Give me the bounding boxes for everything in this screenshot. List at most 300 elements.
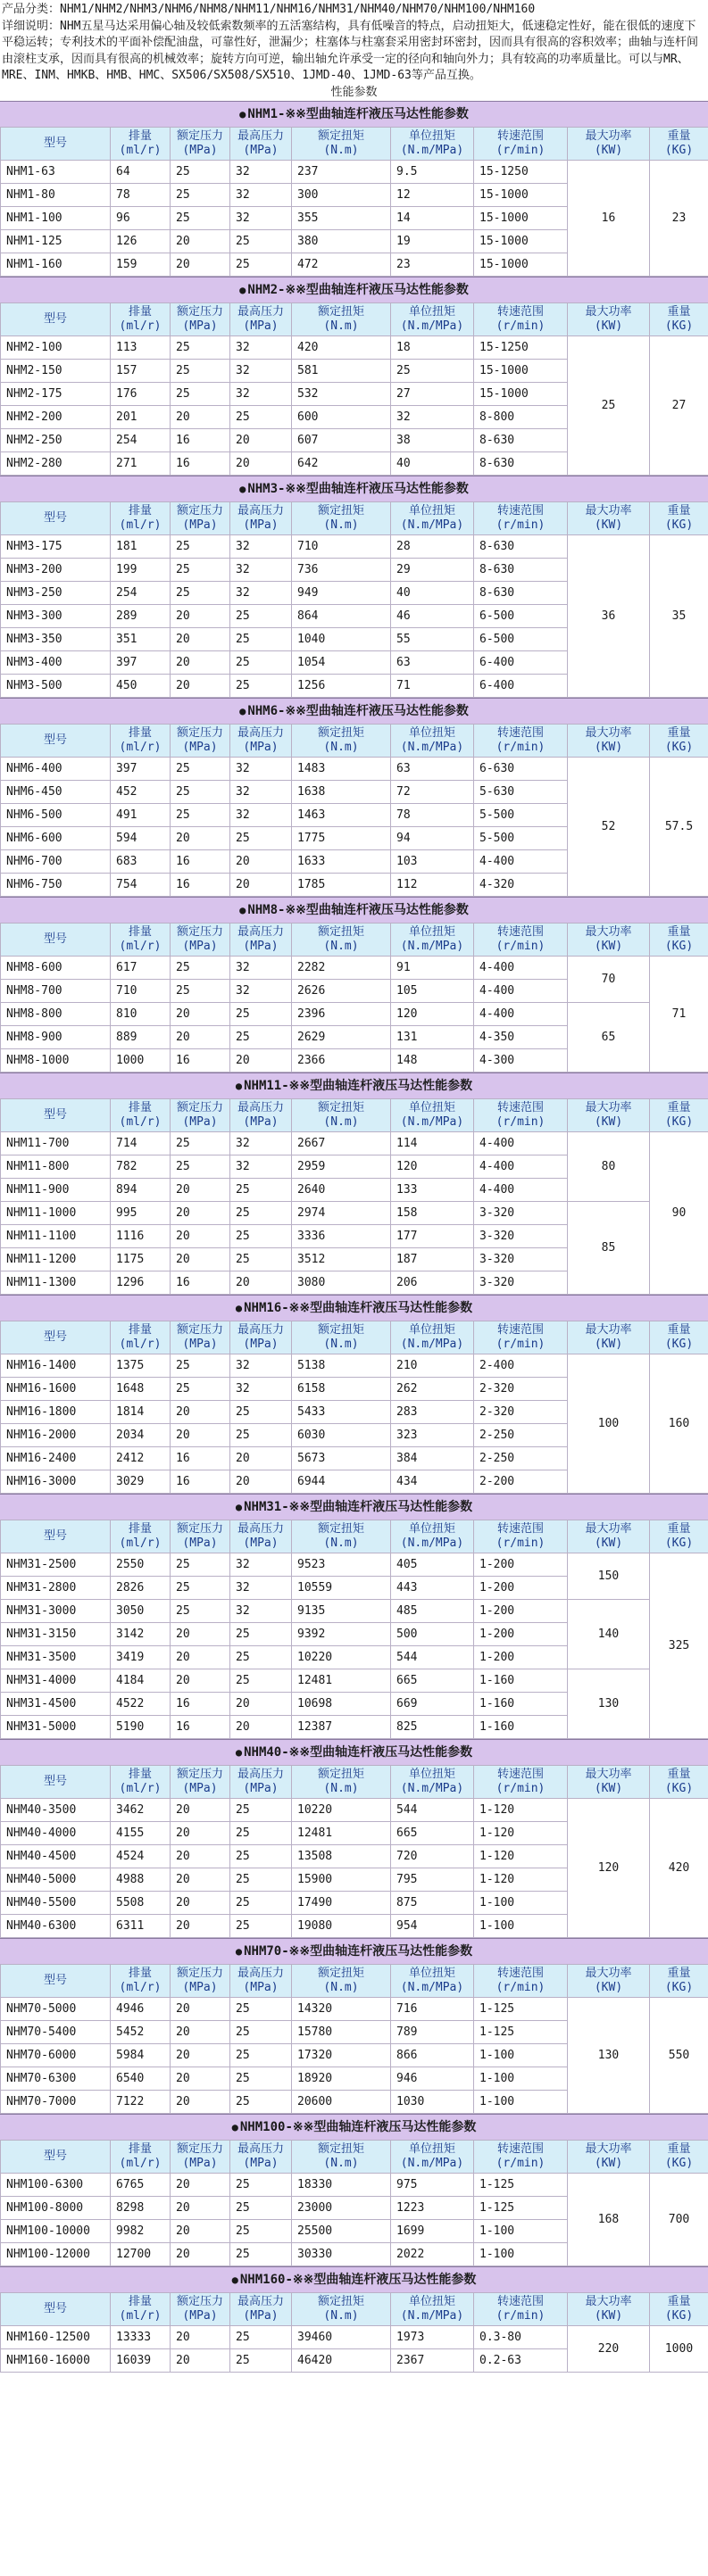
header-label: 排量 (128, 128, 152, 143)
unit-torque-cell: 2022 (391, 2242, 474, 2265)
header-row (1, 1098, 708, 1131)
header-unit: (r/min) (496, 319, 546, 333)
speed-range-cell: 8-630 (474, 534, 568, 558)
max-pressure-cell: 25 (230, 2043, 292, 2067)
max-power-header (568, 1321, 650, 1354)
rated-torque-cell: 14320 (292, 1997, 391, 2020)
max-power-header (568, 1520, 650, 1553)
section-title-text: NHM70-※※型曲轴连杆液压马达性能参数 (244, 1943, 473, 1959)
header-label: 额定压力 (176, 2141, 223, 2156)
max-pressure-header (230, 127, 292, 160)
unit-torque-cell: 112 (391, 873, 474, 896)
bullet-icon: ● (235, 1944, 243, 1958)
rated-torque-cell: 6158 (292, 1377, 391, 1400)
displacement-cell: 491 (111, 803, 171, 826)
displacement-cell: 126 (111, 229, 171, 253)
max-power-header (568, 127, 650, 160)
unit-torque-header (391, 1321, 474, 1354)
model-cell: NHM11-1100 (1, 1224, 111, 1247)
model-cell: NHM70-5000 (1, 1997, 111, 2020)
header-label: 排量 (128, 1767, 152, 1781)
speed-range-cell: 15-1000 (474, 206, 568, 229)
rated-torque-cell: 600 (292, 405, 391, 428)
displacement-cell: 6311 (111, 1914, 171, 1937)
unit-torque-cell: 12 (391, 183, 474, 206)
header-label: 最高压力 (237, 2141, 284, 2156)
speed-range-cell: 6-630 (474, 757, 568, 780)
model-cell: NHM11-1000 (1, 1201, 111, 1224)
speed-range-cell: 1-120 (474, 1844, 568, 1868)
model-cell: NHM1-63 (1, 160, 111, 183)
unit-torque-cell: 177 (391, 1224, 474, 1247)
model-cell: NHM6-400 (1, 757, 111, 780)
header-unit: (MPa) (182, 319, 218, 333)
speed-range-cell: 1-100 (474, 1891, 568, 1914)
max-pressure-cell: 25 (230, 2325, 292, 2348)
unit-torque-cell: 72 (391, 780, 474, 803)
max-pressure-cell: 25 (230, 674, 292, 697)
unit-torque-header (391, 1964, 474, 1997)
speed-range-cell: 1-160 (474, 1669, 568, 1692)
header-label: 额定压力 (176, 1100, 223, 1114)
model-header (1, 1098, 111, 1131)
header-unit: (N.m/MPa) (400, 319, 464, 333)
displacement-cell: 199 (111, 558, 171, 581)
speed-range-cell: 8-630 (474, 558, 568, 581)
model-cell: NHM2-280 (1, 451, 111, 475)
model-cell: NHM3-250 (1, 581, 111, 604)
speed-range-cell: 6-500 (474, 604, 568, 627)
unit-torque-cell: 105 (391, 979, 474, 1002)
spec-sections (0, 101, 708, 2373)
header-unit: (KG) (664, 740, 694, 754)
max-pressure-cell: 32 (230, 335, 292, 359)
header-label: 单位扭矩 (408, 304, 455, 319)
header-unit: (ml/r) (119, 518, 162, 532)
unit-torque-cell: 1699 (391, 2219, 474, 2242)
speed-range-cell: 4-400 (474, 956, 568, 979)
model-cell: NHM11-900 (1, 1178, 111, 1201)
rated-torque-cell: 1256 (292, 674, 391, 697)
max-power-cell: 100 (568, 1354, 650, 1493)
rated-pressure-header (171, 2140, 230, 2173)
header-label: 最高压力 (237, 1100, 284, 1114)
header-label: 最高压力 (237, 503, 284, 518)
displacement-cell: 289 (111, 604, 171, 627)
header-label: 额定压力 (176, 1966, 223, 1980)
rated-torque-cell: 20600 (292, 2090, 391, 2113)
model-cell: NHM70-5400 (1, 2020, 111, 2043)
model-cell: NHM2-200 (1, 405, 111, 428)
spec-table (0, 724, 708, 897)
speed-range-cell: 6-400 (474, 674, 568, 697)
model-header (1, 2140, 111, 2173)
rated-pressure-cell: 20 (171, 2173, 230, 2196)
unit-torque-cell: 323 (391, 1423, 474, 1446)
max-pressure-cell: 20 (230, 1715, 292, 1738)
weight-cell: 57.5 (650, 757, 708, 896)
model-cell: NHM8-600 (1, 956, 111, 979)
unit-torque-cell: 405 (391, 1553, 474, 1576)
max-pressure-cell: 25 (230, 1914, 292, 1937)
header-row (1, 127, 708, 160)
displacement-cell: 157 (111, 359, 171, 382)
model-cell: NHM16-1800 (1, 1400, 111, 1423)
speed-range-cell: 2-200 (474, 1470, 568, 1493)
displacement-cell: 159 (111, 253, 171, 276)
max-pressure-cell: 25 (230, 2067, 292, 2090)
header-unit: (N.m) (323, 1536, 359, 1550)
rated-pressure-cell: 20 (171, 1798, 230, 1821)
product-category: 产品分类：NHM1/NHM2/NHM3/NHM6/NHM8/NHM11/NHM16/NHM31/NHM40/NHM70/NHM100/NHM160 (2, 3, 536, 16)
unit-torque-cell: 78 (391, 803, 474, 826)
max-power-cell: 150 (568, 1553, 650, 1599)
header-unit: (N.m/MPa) (400, 1781, 464, 1795)
header-unit: (ml/r) (119, 1536, 162, 1550)
displacement-cell: 995 (111, 1201, 171, 1224)
displacement-cell: 710 (111, 979, 171, 1002)
max-pressure-cell: 32 (230, 1377, 292, 1400)
speed-range-cell: 6-400 (474, 650, 568, 674)
max-power-header (568, 1098, 650, 1131)
header-unit: (KW) (594, 1337, 623, 1351)
unit-torque-cell: 18 (391, 335, 474, 359)
model-cell: NHM70-6000 (1, 2043, 111, 2067)
max-power-cell: 65 (568, 1002, 650, 1072)
table-row (1, 335, 708, 359)
header-label: 额定扭矩 (317, 1966, 364, 1980)
rated-pressure-cell: 20 (171, 1868, 230, 1891)
displacement-cell: 181 (111, 534, 171, 558)
max-pressure-cell: 25 (230, 1622, 292, 1645)
rated-torque-cell: 1040 (292, 627, 391, 650)
header-unit: (KG) (664, 1536, 694, 1550)
header-label: 额定扭矩 (317, 1521, 364, 1536)
header-label: 最高压力 (237, 1521, 284, 1536)
speed-range-header (474, 1098, 568, 1131)
weight-cell: 700 (650, 2173, 708, 2265)
unit-torque-cell: 954 (391, 1914, 474, 1937)
header-label: 转速范围 (496, 503, 544, 518)
displacement-cell: 4522 (111, 1692, 171, 1715)
rated-pressure-cell: 25 (171, 956, 230, 979)
speed-range-cell: 15-1000 (474, 359, 568, 382)
spec-table (0, 1098, 708, 1295)
section-title-text: NHM40-※※型曲轴连杆液压马达性能参数 (244, 1744, 473, 1760)
displacement-cell: 4155 (111, 1821, 171, 1844)
rated-torque-cell: 2366 (292, 1048, 391, 1072)
rated-pressure-cell: 25 (171, 1377, 230, 1400)
table-row (1, 534, 708, 558)
rated-torque-header (292, 724, 391, 757)
header-unit: (r/min) (496, 939, 546, 953)
rated-pressure-cell: 16 (171, 428, 230, 451)
speed-range-cell: 8-630 (474, 581, 568, 604)
speed-range-cell: 15-1000 (474, 382, 568, 405)
unit-torque-cell: 665 (391, 1821, 474, 1844)
header-label: 额定扭矩 (317, 1100, 364, 1114)
unit-torque-cell: 262 (391, 1377, 474, 1400)
speed-range-cell: 15-1250 (474, 335, 568, 359)
displacement-cell: 4946 (111, 1997, 171, 2020)
header-label: 最大功率 (585, 503, 632, 518)
header-label: 最大功率 (585, 725, 632, 740)
unit-torque-cell: 25 (391, 359, 474, 382)
rated-torque-cell: 12387 (292, 1715, 391, 1738)
max-pressure-cell: 25 (230, 2242, 292, 2265)
weight-header (650, 724, 708, 757)
header-unit: (KW) (594, 518, 623, 532)
header-label: 额定压力 (176, 924, 223, 939)
header-unit: (KW) (594, 143, 623, 157)
header-label: 排量 (128, 924, 152, 939)
speed-range-cell: 1-125 (474, 1997, 568, 2020)
rated-pressure-cell: 25 (171, 780, 230, 803)
header-label: 重量 (667, 2294, 691, 2308)
displacement-cell: 452 (111, 780, 171, 803)
weight-cell: 27 (650, 335, 708, 475)
header-unit: (KW) (594, 1114, 623, 1129)
header-unit: (MPa) (182, 1337, 218, 1351)
displacement-cell: 617 (111, 956, 171, 979)
weight-header (650, 127, 708, 160)
speed-range-cell: 6-500 (474, 627, 568, 650)
rated-torque-cell: 25500 (292, 2219, 391, 2242)
section-title (0, 101, 708, 127)
rated-torque-cell: 10220 (292, 1798, 391, 1821)
model-cell: NHM31-5000 (1, 1715, 111, 1738)
max-pressure-cell: 32 (230, 803, 292, 826)
spec-section (0, 2266, 708, 2373)
spec-section (0, 1938, 708, 2114)
model-cell: NHM16-1600 (1, 1377, 111, 1400)
header-label: 排量 (128, 304, 152, 319)
spec-section (0, 2114, 708, 2266)
max-pressure-cell: 25 (230, 627, 292, 650)
displacement-cell: 4184 (111, 1669, 171, 1692)
header-label: 额定扭矩 (317, 1767, 364, 1781)
header-label: 单位扭矩 (408, 1100, 455, 1114)
speed-range-cell: 15-1000 (474, 183, 568, 206)
rated-torque-header (292, 1765, 391, 1798)
section-title-text: NHM31-※※型曲轴连杆液压马达性能参数 (244, 1499, 473, 1514)
max-pressure-cell: 25 (230, 2020, 292, 2043)
header-label: 单位扭矩 (408, 725, 455, 740)
rated-torque-cell: 380 (292, 229, 391, 253)
max-pressure-cell: 32 (230, 979, 292, 1002)
max-power-cell: 130 (568, 1997, 650, 2113)
max-power-cell: 36 (568, 534, 650, 697)
model-cell: NHM31-2500 (1, 1553, 111, 1576)
rated-pressure-cell: 20 (171, 604, 230, 627)
speed-range-header (474, 2140, 568, 2173)
speed-range-cell: 4-400 (474, 1178, 568, 1201)
rated-torque-cell: 1785 (292, 873, 391, 896)
speed-range-header (474, 1321, 568, 1354)
header-label: 单位扭矩 (408, 924, 455, 939)
unit-torque-cell: 120 (391, 1002, 474, 1025)
header-label: 型号 (43, 510, 67, 525)
rated-torque-cell: 15780 (292, 2020, 391, 2043)
model-cell: NHM40-5000 (1, 1868, 111, 1891)
spec-table (0, 2140, 708, 2266)
max-pressure-cell: 25 (230, 1821, 292, 1844)
rated-torque-cell: 2640 (292, 1178, 391, 1201)
displacement-cell: 5508 (111, 1891, 171, 1914)
table-row (1, 160, 708, 183)
max-power-header (568, 501, 650, 534)
speed-range-cell: 1-100 (474, 1914, 568, 1937)
bullet-icon: ● (235, 1500, 243, 1513)
rated-pressure-cell: 25 (171, 803, 230, 826)
rated-pressure-cell: 25 (171, 1354, 230, 1377)
rated-torque-cell: 6944 (292, 1470, 391, 1493)
model-cell: NHM40-5500 (1, 1891, 111, 1914)
weight-header (650, 1098, 708, 1131)
section-title (0, 1938, 708, 1964)
weight-header (650, 501, 708, 534)
unit-torque-cell: 40 (391, 451, 474, 475)
rated-pressure-cell: 20 (171, 1247, 230, 1271)
header-label: 重量 (667, 304, 691, 319)
max-pressure-cell: 25 (230, 1178, 292, 1201)
header-row (1, 2140, 708, 2173)
header-unit: (MPa) (243, 1337, 279, 1351)
displacement-cell: 16039 (111, 2348, 171, 2372)
max-power-cell: 52 (568, 757, 650, 896)
rated-pressure-cell: 20 (171, 253, 230, 276)
unit-torque-cell: 131 (391, 1025, 474, 1048)
max-pressure-header (230, 1321, 292, 1354)
speed-range-cell: 8-800 (474, 405, 568, 428)
section-title-text: NHM160-※※型曲轴连杆液压马达性能参数 (239, 2272, 477, 2287)
header-label: 最高压力 (237, 128, 284, 143)
displacement-cell: 714 (111, 1131, 171, 1155)
max-pressure-cell: 20 (230, 1271, 292, 1294)
speed-range-cell: 1-200 (474, 1553, 568, 1576)
header-label: 型号 (43, 1528, 67, 1543)
max-pressure-cell: 25 (230, 2196, 292, 2219)
rated-torque-cell: 46420 (292, 2348, 391, 2372)
header-unit: (N.m) (323, 1781, 359, 1795)
displacement-cell: 397 (111, 650, 171, 674)
model-cell: NHM8-700 (1, 979, 111, 1002)
header-unit: (N.m) (323, 2308, 359, 2323)
header-unit: (MPa) (182, 1114, 218, 1129)
header-unit: (MPa) (243, 2308, 279, 2323)
model-cell: NHM40-4000 (1, 1821, 111, 1844)
header-label: 转速范围 (496, 1521, 544, 1536)
header-label: 额定扭矩 (317, 128, 364, 143)
rated-pressure-cell: 20 (171, 674, 230, 697)
model-cell: NHM70-6300 (1, 2067, 111, 2090)
displacement-cell: 201 (111, 405, 171, 428)
max-pressure-cell: 32 (230, 534, 292, 558)
unit-torque-cell: 158 (391, 1201, 474, 1224)
rated-torque-cell: 1483 (292, 757, 391, 780)
unit-torque-cell: 103 (391, 849, 474, 873)
header-row (1, 2292, 708, 2325)
max-pressure-cell: 25 (230, 1400, 292, 1423)
unit-torque-header (391, 923, 474, 956)
rated-pressure-header (171, 1321, 230, 1354)
header-label: 重量 (667, 128, 691, 143)
header-label: 重量 (667, 1322, 691, 1337)
header-label: 型号 (43, 1329, 67, 1344)
rated-torque-cell: 2396 (292, 1002, 391, 1025)
max-pressure-cell: 25 (230, 1645, 292, 1669)
rated-pressure-cell: 20 (171, 1914, 230, 1937)
max-pressure-cell: 25 (230, 650, 292, 674)
max-power-cell: 168 (568, 2173, 650, 2265)
max-power-cell: 16 (568, 160, 650, 276)
displacement-cell: 3029 (111, 1470, 171, 1493)
speed-range-cell: 5-630 (474, 780, 568, 803)
header-unit: (MPa) (243, 1781, 279, 1795)
unit-torque-cell: 27 (391, 382, 474, 405)
max-power-header (568, 2292, 650, 2325)
weight-header (650, 923, 708, 956)
displacement-cell: 3419 (111, 1645, 171, 1669)
rated-torque-cell: 17490 (292, 1891, 391, 1914)
header-label: 转速范围 (496, 128, 544, 143)
header-row (1, 302, 708, 335)
speed-range-cell: 1-200 (474, 1622, 568, 1645)
speed-range-header (474, 1964, 568, 1997)
displacement-cell: 1375 (111, 1354, 171, 1377)
speed-range-cell: 4-350 (474, 1025, 568, 1048)
table-row (1, 956, 708, 979)
header-unit: (KG) (664, 939, 694, 953)
rated-torque-cell: 9523 (292, 1553, 391, 1576)
rated-pressure-cell: 16 (171, 849, 230, 873)
header-unit: (N.m) (323, 2156, 359, 2170)
rated-torque-cell: 472 (292, 253, 391, 276)
rated-pressure-cell: 20 (171, 2090, 230, 2113)
max-pressure-cell: 32 (230, 1576, 292, 1599)
max-power-cell: 70 (568, 956, 650, 1002)
model-header (1, 127, 111, 160)
header-label: 最大功率 (585, 304, 632, 319)
unit-torque-cell: 544 (391, 1798, 474, 1821)
bullet-icon: ● (239, 107, 246, 120)
spec-section (0, 1073, 708, 1295)
displacement-cell: 1296 (111, 1271, 171, 1294)
header-label: 最高压力 (237, 1767, 284, 1781)
unit-torque-cell: 975 (391, 2173, 474, 2196)
rated-pressure-cell: 20 (171, 229, 230, 253)
weight-cell: 23 (650, 160, 708, 276)
model-cell: NHM100-10000 (1, 2219, 111, 2242)
model-header (1, 1765, 111, 1798)
displacement-cell: 78 (111, 183, 171, 206)
rated-torque-cell: 1775 (292, 826, 391, 849)
max-pressure-cell: 25 (230, 405, 292, 428)
model-cell: NHM3-175 (1, 534, 111, 558)
displacement-cell: 176 (111, 382, 171, 405)
rated-pressure-cell: 20 (171, 2219, 230, 2242)
rated-torque-cell: 12481 (292, 1821, 391, 1844)
unit-torque-cell: 46 (391, 604, 474, 627)
speed-range-cell: 15-1000 (474, 229, 568, 253)
spec-section (0, 897, 708, 1073)
model-cell: NHM8-800 (1, 1002, 111, 1025)
header-unit: (ml/r) (119, 1980, 162, 1994)
header-label: 额定扭矩 (317, 1322, 364, 1337)
displacement-header (111, 1520, 171, 1553)
displacement-header (111, 1321, 171, 1354)
weight-header (650, 1765, 708, 1798)
